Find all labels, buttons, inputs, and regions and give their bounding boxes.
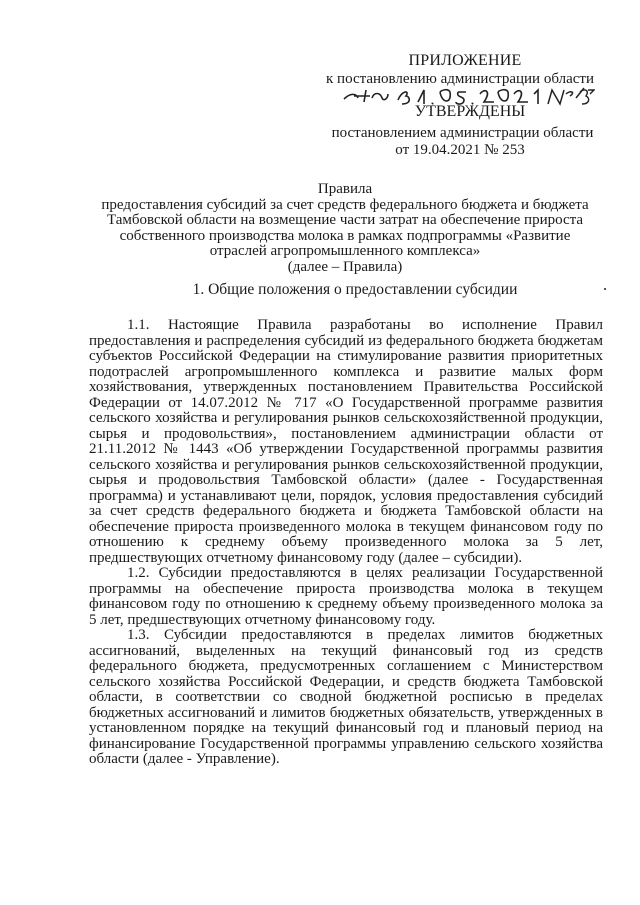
body-text [89,318,603,768]
document-title [88,182,602,276]
title-line: отраслей агропромышленного комплекса» [209,243,481,260]
title-line: предоставления субсидий за счет средств федерального бюджета и бюджета [101,196,589,213]
scan-speck [604,288,606,290]
resolution-date-number: от 19.04.2021 № 253 [395,142,525,158]
by-resolution-line: постановлением администрации области [331,125,594,141]
paragraph-1-2: 1.2. Субсидии предоставляются в целях реализации Государственной программы на обеспечение прироста производства молока в текущем финансовом году по отношению к среднему объему произведенного молока за 5 лет, предшествующих отчетному финансовому году. [89,565,603,628]
title-line: собственного производства молока в рамках подпрограммы «Развитие [119,227,571,244]
paragraph-1-1: 1.1. Настоящие Правила разработаны во исполнение Правил предоставления и распределения субсидий из федерального бюджета бюджетам субъектов Российской Федерации на стимулирование развития приоритетных подотраслей агропромышленного комплекса и развитие малых форм хозяйствования, утвержденных постановлением Правительства Российской Федерации от 14.07.2012 № 717 «О Государственной программе развития сельского хозяйства и регулирования рынков сельскохозяйственной продукции, сырья и продовольствия», постановлением администрации области от 21.11.2012 № 1443 «Об утверждении Государственной программы развития сельского хозяйства и регулирования рынков сельскохозяйственной продукции, сырья и продовольствия Тамбовской области» (далее - Государственная программа) и устанавливают цели, порядок, условия предоставления субсидий за счет средств федерального бюджета и бюджета Тамбовской области на обеспечение прироста произведенного молока в текущем финансовом году по отношению к среднему объему произведенного молока за 5 лет, предшествующих отчетному финансовому году (далее – субсидии). [89,317,603,566]
title-line: Правила [317,181,373,197]
title-line: (далее – Правила) [287,258,403,275]
appendix-label: ПРИЛОЖЕНИЕ [408,52,522,69]
paragraph-1-3: 1.3. Субсидии предоставляются в пределах лимитов бюджетных ассигнований, выделенных на текущий финансовый год из средств федерального бюджета, предусмотренных соглашением с Министерством сельского хозяйства Российской Федерации, и средств бюджета Тамбовской области, в соответствии со сводной бюджетной росписью в пределах бюджетных ассигнований и лимитов бюджетных обязательств, утвержденных в установленном порядке на текущий финансовый год и плановый период на финансирование Государственной программы управлению сельского хозяйства области (далее - Управление). [89,627,603,767]
approved-label: УТВЕРЖДЕНЫ [414,103,526,120]
to-resolution-line: к постановлению администрации области [326,71,594,87]
title-line: Тамбовской области на возмещение части затрат на обеспечение прироста [106,212,584,229]
section-heading: 1. Общие положения о предоставлении субсидии [192,281,518,298]
